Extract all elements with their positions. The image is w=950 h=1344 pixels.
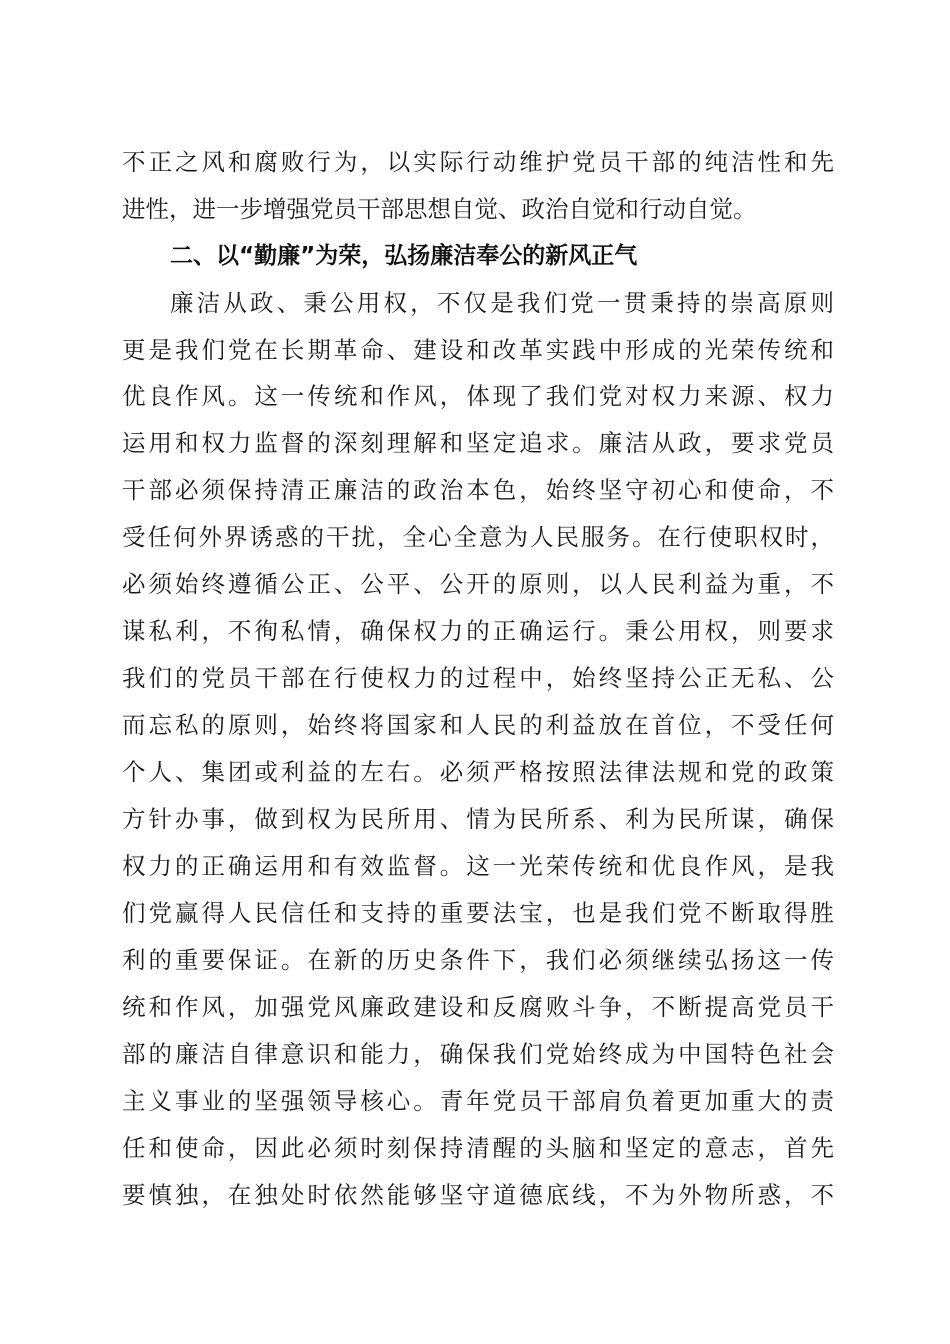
body-text-line: 运用和权力监督的深刻理解和坚定追求。廉洁从政，要求党员 (122, 429, 834, 457)
body-text-line: 要慎独，在独处时依然能够坚守道德底线，不为外物所惑，不 (122, 1181, 834, 1209)
body-text-line: 进性，进一步增强党员干部思想自觉、政治自觉和行动自觉。 (122, 195, 757, 223)
body-text-line: 受任何外界诱惑的干扰，全心全意为人民服务。在行使职权时， (122, 523, 834, 551)
body-text-line: 不正之风和腐败行为，以实际行动维护党员干部的纯洁性和先 (122, 148, 834, 176)
body-text-line: 主义事业的坚强领导核心。青年党员干部肩负着更加重大的责 (122, 1087, 834, 1115)
body-text-line: 利的重要保证。在新的历史条件下，我们必须继续弘扬这一传 (122, 946, 834, 974)
body-text-line: 干部必须保持清正廉洁的政治本色，始终坚守初心和使命，不 (122, 476, 834, 504)
body-text-line: 谋私利，不徇私情，确保权力的正确运行。秉公用权，则要求 (122, 617, 834, 645)
section-heading: 二、以“勤廉”为荣，弘扬廉洁奉公的新风正气 (170, 243, 638, 269)
body-text-line: 权力的正确运用和有效监督。这一光荣传统和优良作风，是我 (122, 852, 834, 880)
body-text-line: 统和作风，加强党风廉政建设和反腐败斗争，不断提高党员干 (122, 993, 834, 1021)
body-text-line: 优良作风。这一传统和作风，体现了我们党对权力来源、权力 (122, 382, 834, 410)
body-text-line: 方针办事，做到权为民所用、情为民所系、利为民所谋，确保 (122, 805, 834, 833)
body-text-line: 我们的党员干部在行使权力的过程中，始终坚持公正无私、公 (122, 664, 834, 692)
body-text-line: 而忘私的原则，始终将国家和人民的利益放在首位，不受任何 (122, 711, 834, 739)
body-text-line: 任和使命，因此必须时刻保持清醒的头脑和坚定的意志，首先 (122, 1134, 834, 1162)
body-text-line: 部的廉洁自律意识和能力，确保我们党始终成为中国特色社会 (122, 1040, 834, 1068)
body-text-line: 个人、集团或利益的左右。必须严格按照法律法规和党的政策 (122, 758, 834, 786)
body-text-line: 必须始终遵循公正、公平、公开的原则，以人民利益为重，不 (122, 570, 834, 598)
body-text-line: 更是我们党在长期革命、建设和改革实践中形成的光荣传统和 (122, 336, 834, 364)
paragraph-first-line: 廉洁从政、秉公用权，不仅是我们党一贯秉持的崇高原则 (170, 289, 834, 317)
body-text-line: 们党赢得人民信任和支持的重要法宝，也是我们党不断取得胜 (122, 899, 834, 927)
